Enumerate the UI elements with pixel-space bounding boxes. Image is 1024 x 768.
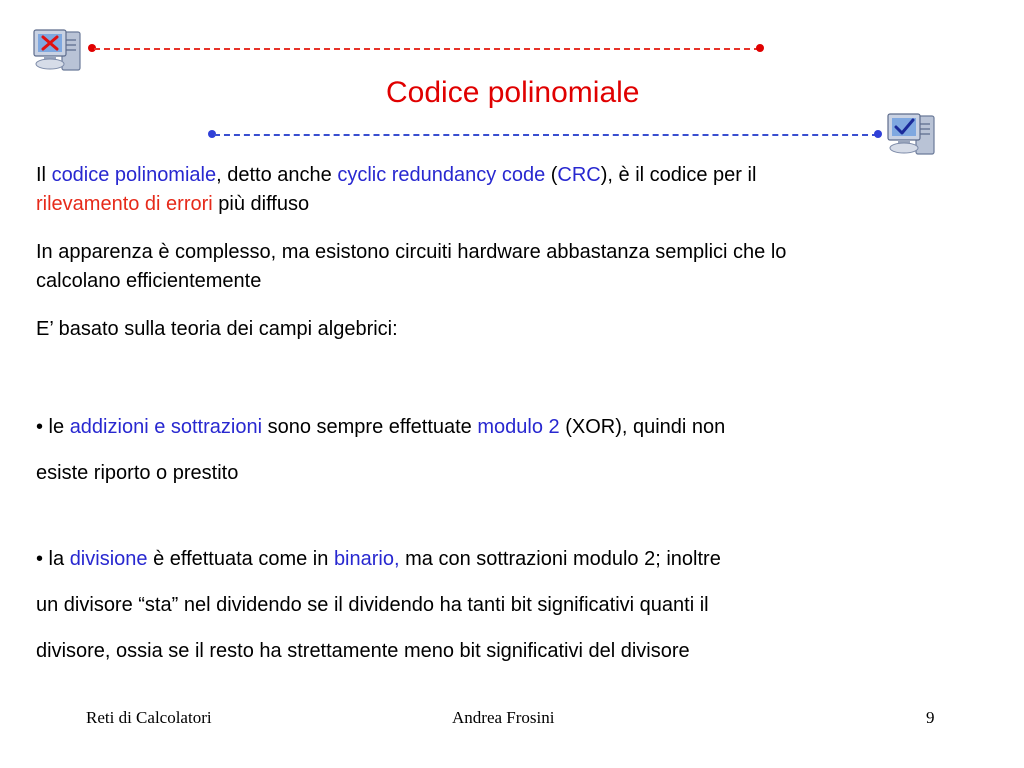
computer-error-icon [32,26,84,74]
text-run: ), è il codice per il [600,164,757,186]
keyword-modulo-2: modulo 2 [477,416,560,438]
keyword-codice-polinomiale: codice polinomiale [51,164,217,186]
keyword-cyclic-redundancy-code: cyclic redundancy code [337,164,546,186]
bullet-division [36,536,1006,674]
keyword-binario: binario, [333,548,400,570]
computer-check-icon [886,110,938,158]
text-run: Il [36,164,52,186]
text-run: • le [36,416,70,438]
line-endpoint-dot [756,44,764,52]
text-line: esiste riporto o prestito [36,462,239,484]
line-endpoint-dot [874,130,882,138]
slide-title: Codice polinomiale [386,76,640,109]
text-run: • la [36,548,70,570]
text-line: un divisore “sta” nel dividendo se il dividendo ha tanti bit significativi quanti il [36,594,709,616]
text-line: calcolano efficientemente [36,270,262,292]
paragraph-crc-intro [36,161,1006,219]
text-run: è effettuata come in [147,548,334,570]
footer-page-number: 9 [926,708,935,727]
bullet-addition-subtraction [36,404,1006,496]
keyword-rilevamento-errori: rilevamento di errori [36,193,213,215]
keyword-crc: CRC [557,164,601,186]
title-bottom-rule [214,134,878,136]
text-run: più diffuso [212,193,310,215]
text-run: (XOR), quindi non [559,416,726,438]
text-run: , detto anche [216,164,338,186]
keyword-divisione: divisione [69,548,148,570]
footer-author: Andrea Frosini [452,708,555,727]
text-line: In apparenza è complesso, ma esistono circuiti hardware abbastanza semplici che lo [36,241,787,263]
text-run: ( [545,164,558,186]
footer-course: Reti di Calcolatori [86,708,212,727]
keyword-addizioni-sottrazioni: addizioni e sottrazioni [69,416,263,438]
paragraph-algebraic-fields: E’ basato sulla teoria dei campi algebrici: [36,318,398,340]
text-line: divisore, ossia se il resto ha strettamente meno bit significativi del divisore [36,640,690,662]
paragraph-complexity [36,238,1006,296]
text-run: ma con sottrazioni modulo 2; inoltre [399,548,721,570]
title-top-rule [94,48,760,50]
text-run: sono sempre effettuate [262,416,478,438]
